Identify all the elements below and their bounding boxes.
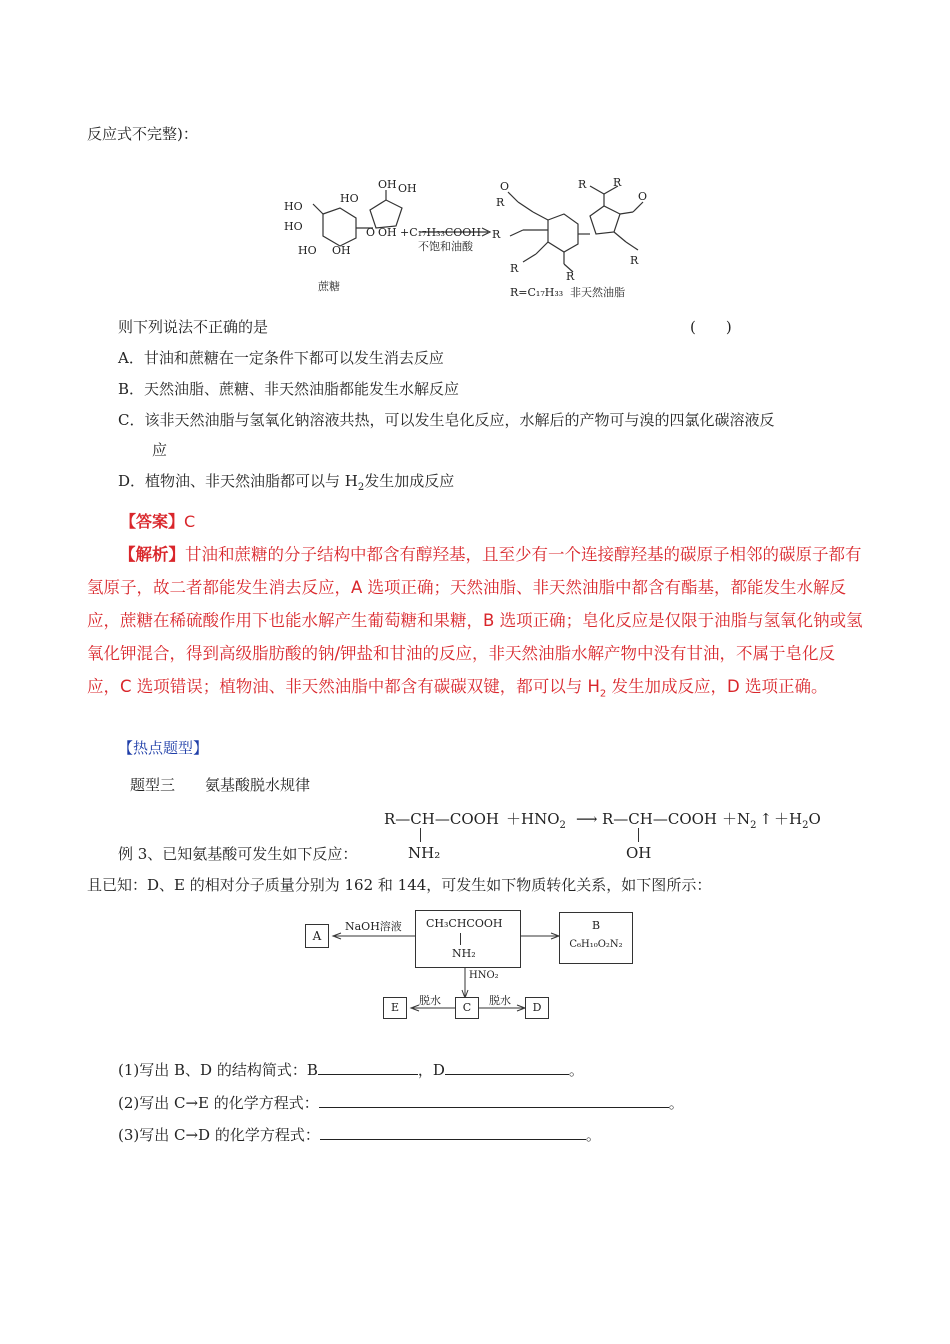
- hot-heading: 【热点题型】: [118, 739, 209, 757]
- q2-blank[interactable]: [319, 1093, 669, 1108]
- q1-mid: ，D: [417, 1061, 445, 1079]
- analysis-label: 【解析】: [119, 545, 185, 564]
- reaction-oh: OH: [626, 844, 652, 862]
- subquestion-1: [118, 1059, 584, 1081]
- up-arrow: ↑: [759, 810, 773, 828]
- h2o-pre: ＋H: [774, 810, 803, 828]
- node-b-formula: C₆H₁₀O₂N₂: [569, 939, 623, 950]
- reagent-note: 不饱和油酸: [418, 240, 473, 253]
- conversion-diagram: [305, 908, 640, 1028]
- naoh-label: NaOH溶液: [345, 920, 402, 933]
- analysis-text-pre: 甘油和蔗糖的分子结构中都含有醇羟基，且至少有一个连接醇羟基的碳原子相邻的碳原子都有氢原子，故二者都能发生消去反应，A 选项正确；天然油脂、非天然油脂中都含有酯基，都能发生水解反应，蔗糖在稀硫酸作用下也能水解产生葡萄糖和果糖，B 选项正确；皂化反应是仅限于油脂与氢氧化钠或氢氧化钾混合，得到高级脂肪酸的钠/钾盐和甘油的反应，非天然油脂水解产物中没有甘油，不属于皂化反应，C 选项错误；植物油、非天然油脂中都含有碳碳双键，都可以与 H: [87, 545, 863, 696]
- q1-pre: (1)写出 B、D 的结构简式：B: [118, 1061, 318, 1079]
- subquestion-3: [118, 1124, 601, 1146]
- r-definition: R=C₁₇H₃₃: [510, 286, 564, 299]
- sucrose-label: 蔗糖: [318, 280, 340, 293]
- hno2-pre: ＋HNO: [506, 810, 560, 828]
- node-e-label: E: [390, 1001, 400, 1014]
- node-a: [305, 924, 329, 948]
- alanine-bond: [460, 933, 461, 945]
- q2-end: 。: [668, 1094, 684, 1112]
- reactant-bond: [420, 828, 421, 842]
- q2-pre: (2)写出 C→E 的化学方程式：: [118, 1094, 319, 1112]
- product-r-5: R: [578, 178, 587, 191]
- hno2-sub: 2: [559, 820, 566, 831]
- option-d-sub: 2: [357, 482, 365, 493]
- node-d: [525, 997, 549, 1019]
- sucrose-o: O: [366, 226, 376, 239]
- product-o-1: O: [500, 180, 510, 193]
- q3-end: 。: [585, 1126, 601, 1144]
- q3-blank[interactable]: [320, 1125, 586, 1140]
- option-b: B．天然油脂、蔗糖、非天然油脂都能发生水解反应: [118, 380, 460, 398]
- answer-value: C: [184, 512, 196, 531]
- q1-end: 。: [568, 1061, 584, 1079]
- h2o-sub: 2: [802, 820, 809, 831]
- answer-paren: ( ): [690, 318, 732, 336]
- sucrose-ho-4: HO: [340, 192, 359, 205]
- analysis-text-sub: 2: [599, 688, 607, 700]
- node-d-label: D: [532, 1001, 542, 1014]
- sucrose-oh-4: OH: [378, 226, 397, 239]
- product-r-4: R: [566, 270, 575, 283]
- reaction-reactant: R—CH—COOH: [384, 810, 500, 828]
- sucrose-oh-1: OH: [332, 244, 351, 257]
- product-r-6: R: [613, 176, 622, 189]
- option-c-continued: 应: [152, 441, 168, 459]
- node-e: [383, 997, 407, 1019]
- node-a-label: A: [312, 929, 322, 943]
- reaction-hno2: [506, 808, 566, 837]
- sucrose-ho-1: HO: [284, 200, 303, 213]
- sucrose-oh-2: OH: [378, 178, 397, 191]
- sucrose-ho-2: HO: [284, 220, 303, 233]
- node-c: [455, 997, 479, 1019]
- reaction-nh2: NH₂: [408, 844, 441, 862]
- subquestion-2: [118, 1092, 684, 1114]
- product-o-2: O: [638, 190, 648, 203]
- h2o-post: O: [808, 810, 821, 828]
- reaction-n2: [722, 808, 772, 837]
- reaction-product: R—CH—COOH: [602, 810, 718, 828]
- dehydrate-right: 脱水: [489, 994, 511, 1007]
- hno2-label: HNO₂: [469, 970, 499, 981]
- product-bond: [638, 828, 639, 842]
- reaction-h2o: [774, 808, 821, 837]
- option-d-post: 发生加成反应: [364, 472, 455, 490]
- option-d-pre: D．植物油、非天然油脂都可以与 H: [118, 472, 358, 490]
- reaction-arrow: ⟶: [576, 810, 598, 828]
- q1-blank-b[interactable]: [318, 1060, 418, 1075]
- example-lead: 例 3、已知氨基酸可发生如下反应：: [118, 845, 358, 863]
- sucrose-ho-3: HO: [298, 244, 317, 257]
- dehydrate-left: 脱水: [419, 994, 441, 1007]
- n2-sub: 2: [750, 820, 757, 831]
- option-a: A．甘油和蔗糖在一定条件下都可以发生消去反应: [118, 349, 444, 367]
- product-r-1: R: [496, 196, 505, 209]
- node-b: [559, 912, 633, 964]
- product-label: 非天然油脂: [570, 286, 625, 299]
- alanine-bottom: NH₂: [452, 947, 476, 960]
- q1-blank-d[interactable]: [445, 1060, 569, 1075]
- node-c-label: C: [462, 1001, 472, 1014]
- analysis-text-post: 发生加成反应，D 选项正确。: [606, 677, 828, 696]
- option-c: C．该非天然油脂与氢氧化钠溶液共热，可以发生皂化反应，水解后的产物可与溴的四氯化碳溶液反: [118, 411, 775, 429]
- sucrose-reaction-figure: [278, 172, 663, 302]
- option-d: [118, 470, 454, 499]
- question-stem: 则下列说法不正确的是: [118, 318, 269, 336]
- type-title: 题型三 氨基酸脱水规律: [130, 776, 311, 794]
- reagent-formula: +C₁₇H₃₃COOH: [400, 226, 481, 239]
- n2-pre: ＋N: [722, 810, 751, 828]
- product-r-2: R: [492, 228, 501, 241]
- product-r-7: R: [630, 254, 639, 267]
- answer-label: 【答案】: [120, 512, 185, 531]
- answer-line: [120, 509, 195, 532]
- node-b-label: B: [591, 919, 601, 932]
- example-given: 且已知：D、E 的相对分子质量分别为 162 和 144，可发生如下物质转化关系，如下图所示：: [87, 876, 712, 894]
- q3-pre: (3)写出 C→D 的化学方程式：: [118, 1126, 320, 1144]
- sucrose-oh-3: OH: [398, 182, 417, 195]
- product-r-3: R: [510, 262, 519, 275]
- alanine-top: CH₃CHCOOH: [426, 917, 503, 930]
- analysis-paragraph: [87, 538, 867, 710]
- node-alanine: [415, 910, 521, 968]
- intro-tail: 反应式不完整)：: [87, 125, 198, 143]
